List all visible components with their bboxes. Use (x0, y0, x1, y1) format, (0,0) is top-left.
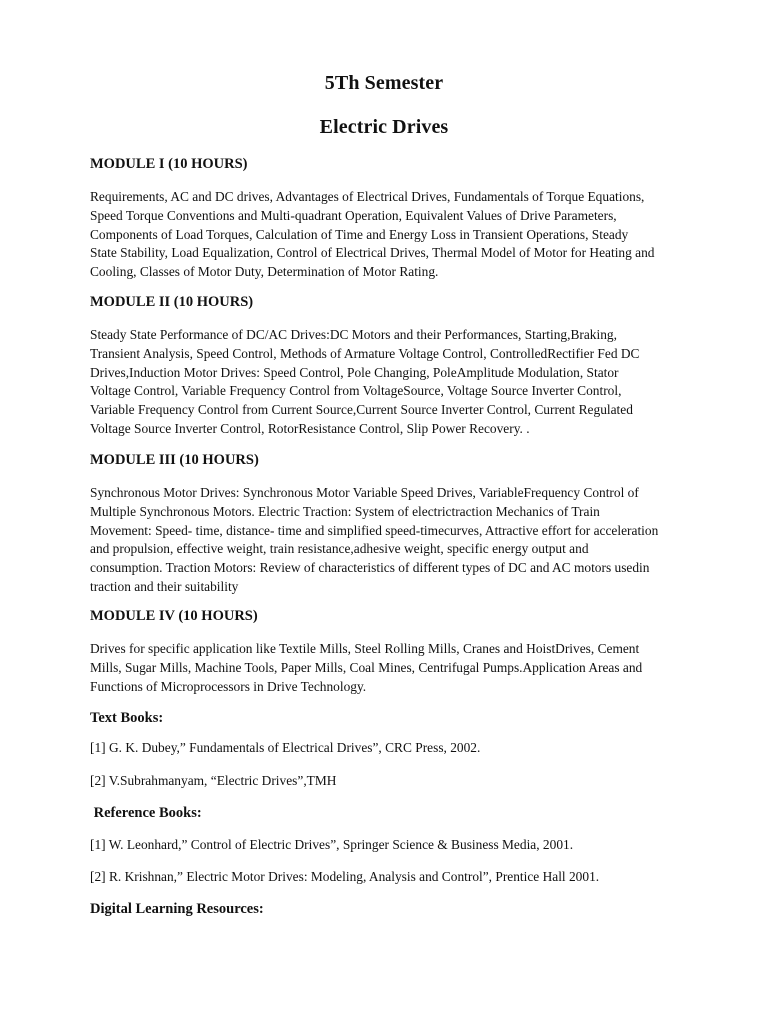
module-4-heading: MODULE IV (10 HOURS) (90, 608, 258, 624)
module-3-line: consumption. Traction Motors: Review of characteristics of different types of DC and AC motors usedin (90, 560, 650, 576)
module-2-line: Drives,Induction Motor Drives: Speed Control, Pole Changing, PoleAmplitude Modulation, Stator (90, 364, 619, 380)
module-2-heading: MODULE II (10 HOURS) (90, 294, 254, 310)
text-books-heading: Text Books: (90, 710, 164, 726)
text-book-item: [1] G. K. Dubey,” Fundamentals of Electrical Drives”, CRC Press, 2002. (90, 740, 481, 755)
module-2-line: Transient Analysis, Speed Control, Methods of Armature Voltage Control, ControlledRectifier Fed DC (90, 345, 640, 361)
module-4-line: Functions of Microprocessors in Drive Technology. (90, 678, 367, 694)
module-3-line: Synchronous Motor Drives: Synchronous Motor Variable Speed Drives, VariableFrequency Control of (90, 485, 639, 500)
module-3-line: Movement: Speed- time, distance- time and simplified speed-timecurves, Attractive effort for acceleration (90, 522, 659, 538)
reference-books-heading: Reference Books: (90, 805, 202, 821)
module-3-line: traction and their suitability (90, 578, 239, 594)
text-book-item: [2] V.Subrahmanyam, “Electric Drives”,TMH (90, 773, 337, 788)
module-3-line: and propulsion, effective weight, train resistance,adhesive weight, specific energy output and (90, 541, 589, 557)
module-1-line: State Stability, Load Equalization, Control of Electrical Drives, Thermal Model of Motor for Heating and (90, 245, 655, 261)
module-1-line: Speed Torque Conventions and Multi-quadrant Operation, Equivalent Values of Drive Parameters, (90, 207, 617, 223)
module-3-content (90, 484, 690, 597)
semester-title: 5Th Semester (324, 72, 444, 94)
reference-book-item: [1] W. Leonhard,” Control of Electric Drives”, Springer Science & Business Media, 2001. (90, 837, 574, 852)
module-1-line: Cooling, Classes of Motor Duty, Determination of Motor Rating. (90, 264, 439, 280)
module-3-line: Multiple Synchronous Motors. Electric Traction: System of electrictraction Mechanics of Train (90, 503, 600, 519)
module-2-line: Voltage Control, Variable Frequency Control from VoltageSource, Voltage Source Inverter Control, (90, 383, 622, 399)
module-4-content (90, 640, 690, 696)
course-title: Electric Drives (319, 116, 449, 138)
module-4-line: Drives for specific application like Textile Mills, Steel Rolling Mills, Cranes and HoistDrives, Cement (90, 641, 640, 656)
module-2-line: Voltage Source Inverter Control, RotorResistance Control, Slip Power Recovery. . (90, 420, 530, 436)
module-1-line: Components of Load Torques, Calculation of Time and Energy Loss in Transient Operations, Steady (90, 226, 629, 242)
reference-book-item: [2] R. Krishnan,” Electric Motor Drives: Modeling, Analysis and Control”, Prentice Hall 2001. (90, 869, 600, 884)
module-1-heading: MODULE I (10 HOURS) (90, 156, 248, 172)
module-1-line: Requirements, AC and DC drives, Advantages of Electrical Drives, Fundamentals of Torque Equations, (90, 189, 645, 204)
module-2-line: Variable Frequency Control from Current Source,Current Source Inverter Control, Current Regulated (90, 402, 633, 418)
digital-resources-heading: Digital Learning Resources: (90, 901, 264, 917)
module-2-line: Steady State Performance of DC/AC Drives:DC Motors and their Performances, Starting,Braking, (90, 327, 617, 342)
module-2-content (90, 326, 690, 439)
module-4-line: Mills, Sugar Mills, Machine Tools, Paper Mills, Coal Mines, Centrifugal Pumps.Application Areas and (90, 659, 643, 675)
module-1-content (90, 188, 690, 282)
module-3-heading: MODULE III (10 HOURS) (90, 452, 259, 468)
